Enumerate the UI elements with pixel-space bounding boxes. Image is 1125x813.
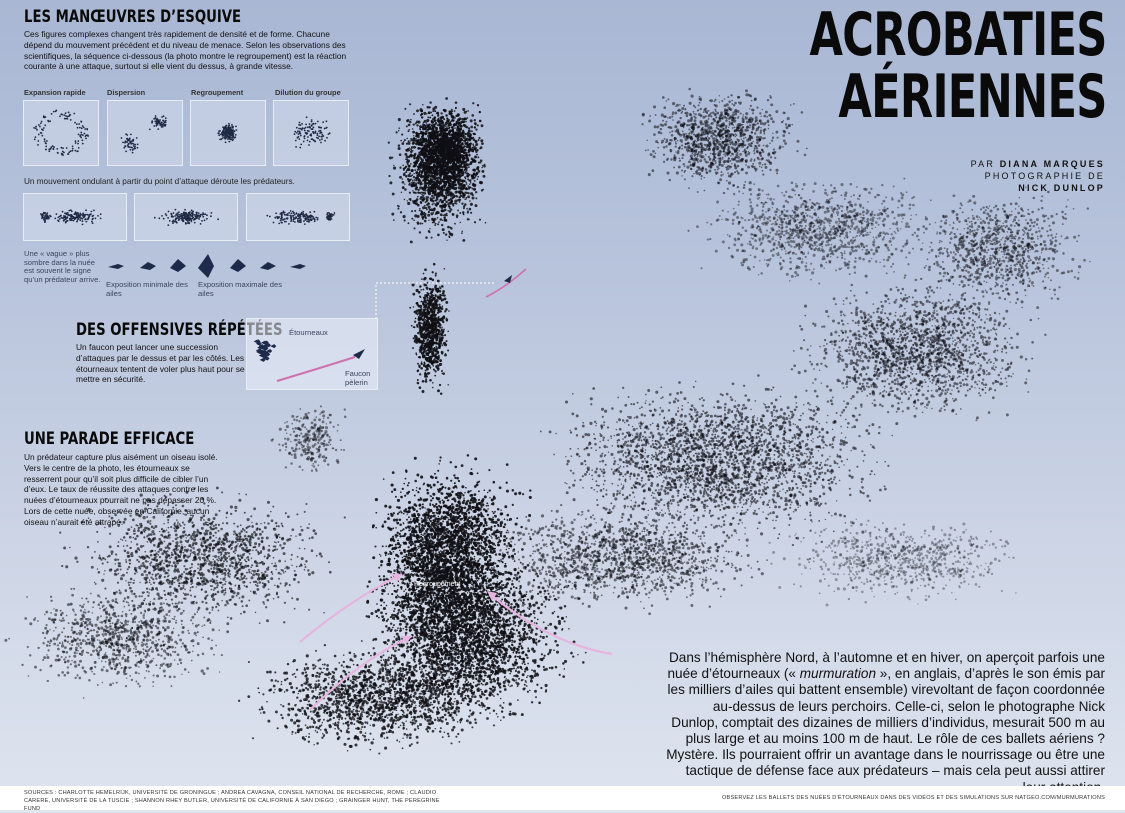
wing-exposure-sequence xyxy=(104,252,309,282)
bird-silhouette-3 xyxy=(170,259,186,272)
byline-photo-credit: PHOTOGRAPHIE DE xyxy=(971,170,1105,182)
parade-heading: UNE PARADE EFFICACE xyxy=(24,430,194,448)
bird-silhouette-1 xyxy=(108,264,124,269)
diagram-dispersion xyxy=(107,100,183,166)
title-line-1: ACROBATIES xyxy=(810,4,1107,66)
panel-label-expansion: Expansion rapide xyxy=(24,88,86,97)
wave-caption: Un mouvement ondulant à partir du point d’attaque déroute les prédateurs. xyxy=(24,177,354,186)
wing-min-label: Exposition minimale des ailes xyxy=(106,281,191,298)
footer xyxy=(0,786,1125,810)
byline-photographer: NICK DUNLOP xyxy=(1018,183,1105,193)
regroup-tag: Regroupement xyxy=(414,581,460,588)
arrow-left-upper xyxy=(300,574,402,642)
falcon-label: Faucon pèlerin xyxy=(345,370,375,387)
sources-credit: SOURCES : CHARLOTTE HEMELRIJK, UNIVERSITÉ DE GRONINGUE ; ANDREA CAVAGNA, CONSEIL NATIONAL DE RECHERCHE, ROME ; CLAUDIO CARERE, UNIVERSITÉ DE LA TUSCIE ; SHANNON RHEY BUTLER, UNIVERSITÉ DE CALIFORNIE À SAN DIEGO ; GRAINGER HUNT, THE PEREGRINE FUND xyxy=(24,789,454,813)
byline-author: DIANA MARQUES xyxy=(1000,159,1105,169)
bird-silhouette-6 xyxy=(260,262,276,270)
parade-text: Un prédateur capture plus aisément un oiseau isolé. Vers le centre de la photo, les étourneaux se resserrent pour qu’il soit plus difficile de cibler l’un d’eux. Le taux de réussite des attaques contre les nuées d’étourneaux pourrait ne pas dépasser 20 %. Lors de cette nuée, observée en Californie, aucun oiseau n’aurait été attrapé. xyxy=(24,452,224,528)
diagram-regroupement xyxy=(190,100,266,166)
bird-silhouette-5 xyxy=(230,259,246,272)
panel-label-regroupement: Regroupement xyxy=(191,88,243,97)
diagram-dilution xyxy=(273,100,349,166)
maneuvers-text: Ces figures complexes changent très rapidement de densité et de forme. Chacune dépend du mouvement précédent et du niveau de menace. Selon les observations des scientifiques, la séquence ci-dessous (la photo montre le regroupement) est la réaction courante à une attaque, surtout si elle vient du dessus, à grande vitesse. xyxy=(24,29,359,72)
bird-silhouette-2 xyxy=(140,262,156,270)
web-link-note: OBSERVEZ LES BALLETS DES NUÉES D’ÉTOURNEAUX DANS DES VIDÉOS ET DES SIMULATIONS SUR NATGEO.COM/MURMURATIONS xyxy=(722,795,1105,801)
offensives-heading: DES OFFENSIVES RÉPÉTÉES xyxy=(76,321,283,339)
offensives-text: Un faucon peut lancer une succession d’attaques par le dessus et par les côtés. Les étourneaux tentent de voler plus haut pour se mettre en sécurité. xyxy=(76,342,246,385)
wave-note: Une « vague » plus sombre dans la nuée est souvent le signe qu’un prédateur arrive. xyxy=(24,250,102,284)
diagram-expansion xyxy=(23,100,99,166)
wing-max-label: Exposition maximale des ailes xyxy=(198,281,283,298)
falcon-path xyxy=(277,357,355,381)
main-article-text: Dans l’hémisphère Nord, à l’automne et en hiver, on aperçoit parfois une nuée d’étourneaux (« murmuration », en anglais, d’après le son émis par les milliers d’ailes qui battent ensemble) virevoltant de façon coordonnée au-dessus de leurs perchoirs. Celle-ci, selon le photographe Nick Dunlop, comptait des dizaines de milliers d’individus, mesurait 500 m au plus large et au moins 100 m de haut. Le rôle de ces ballets aériens ? Mystère. Ils pourraient offrir un avantage dans le nourrissage ou être une tactique de défense face aux prédateurs – mais cela peut aussi attirer xyxy=(665,650,1105,796)
bird-silhouette-7 xyxy=(290,264,306,269)
attack-diagram xyxy=(246,318,378,390)
starlings-label: Étourneaux xyxy=(289,329,328,338)
arrow-right xyxy=(490,594,612,654)
byline-par: PAR xyxy=(971,159,995,169)
title-line-2: AÉRIENNES xyxy=(810,66,1107,128)
arrow-left-lower xyxy=(310,636,412,710)
bird-silhouette-4 xyxy=(198,254,214,278)
wave-diagram-2 xyxy=(134,193,238,241)
page-title xyxy=(810,4,1107,128)
maneuvers-heading: LES MANŒUVRES D’ESQUIVE xyxy=(24,8,241,26)
byline xyxy=(971,158,1105,194)
falcon-pointer xyxy=(374,265,534,325)
panel-label-dilution: Dilution du groupe xyxy=(275,88,341,97)
panel-label-dispersion: Dispersion xyxy=(107,88,145,97)
wave-diagram-3 xyxy=(246,193,350,241)
wave-diagram-1 xyxy=(23,193,127,241)
